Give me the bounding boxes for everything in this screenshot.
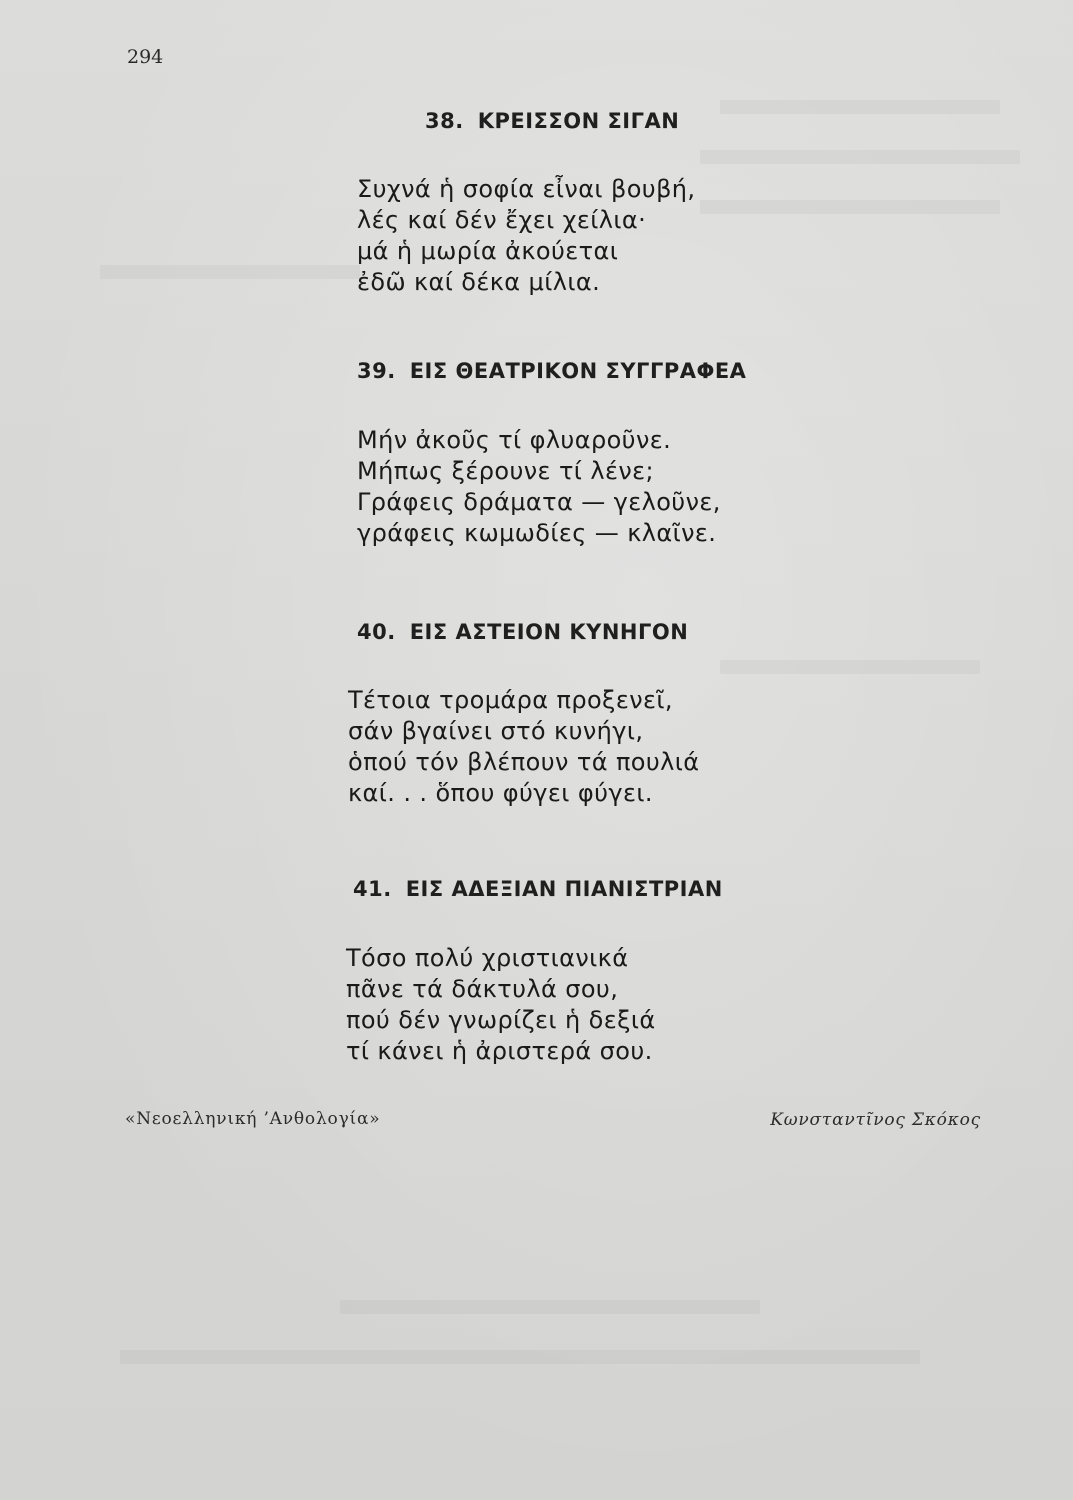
poem-heading — [425, 109, 679, 133]
poem-line: καί. . . ὅπου φύγει φύγει. — [348, 779, 653, 807]
poem-line: ἐδῶ καί δέκα μίλια. — [357, 268, 601, 296]
poem-number: 40. — [357, 620, 396, 644]
poem-line: Συχνά ἡ σοφία εἶναι βουβή, — [357, 175, 696, 203]
poem-line: Γράφεις δράματα — γελοῦνε, — [357, 488, 721, 516]
poem-line: μά ἡ μωρία ἀκούεται — [357, 237, 619, 265]
poem-stanza — [348, 685, 700, 809]
show-through-mark — [700, 200, 1000, 214]
show-through-mark — [340, 1300, 760, 1314]
poem-line: πᾶνε τά δάκτυλά σου, — [346, 975, 619, 1003]
poem-heading — [357, 359, 746, 383]
show-through-mark — [720, 100, 1000, 114]
author-name: Κωνσταντῖνος Σκόκος — [770, 1110, 981, 1130]
poem-number: 41. — [353, 877, 392, 901]
poem-line: τί κάνει ἡ ἀριστερά σου. — [346, 1037, 653, 1065]
show-through-mark — [100, 265, 360, 279]
show-through-mark — [120, 1350, 920, 1364]
poem-heading — [357, 620, 688, 644]
poem-line: Μήν ἀκοῦς τί φλυαροῦνε. — [357, 426, 672, 454]
poem-line: γράφεις κωμωδίες — κλαῖνε. — [357, 519, 717, 547]
show-through-mark — [720, 660, 980, 674]
anthology-source: «Νεοελληνική ’Ανθολογία» — [125, 1109, 381, 1129]
poem-stanza — [357, 174, 695, 298]
poem-line: σάν βγαίνει στό κυνήγι, — [348, 717, 644, 745]
poem-title: ΕΙΣ ΑΣΤΕΙΟΝ ΚΥΝΗΓΟΝ — [409, 620, 689, 644]
poem-title: ΚΡΕΙΣΣΟΝ ΣΙΓΑΝ — [477, 109, 680, 133]
show-through-mark — [700, 150, 1020, 164]
poem-stanza — [346, 943, 656, 1067]
poem-number: 38. — [425, 109, 464, 133]
poem-line: λές καί δέν ἔχει χείλια· — [357, 206, 647, 234]
poem-title: ΕΙΣ ΘΕΑΤΡΙΚΟΝ ΣΥΓΓΡΑΦΕΑ — [409, 359, 747, 383]
poem-stanza — [357, 425, 721, 549]
page-number: 294 — [127, 46, 164, 68]
poem-line: ὁπού τόν βλέπουν τά πουλιά — [348, 748, 700, 776]
poem-line: Μήπως ξέρουνε τί λένε; — [357, 457, 654, 485]
poem-heading — [353, 877, 723, 901]
poem-number: 39. — [357, 359, 396, 383]
poem-title: ΕΙΣ ΑΔΕΞΙΑΝ ΠΙΑΝΙΣΤΡΙΑΝ — [405, 877, 723, 901]
poem-line: πού δέν γνωρίζει ἡ δεξιά — [346, 1006, 656, 1034]
poem-line: Τόσο πολύ χριστιανικά — [346, 944, 629, 972]
poem-line: Τέτοια τρομάρα προξενεῖ, — [348, 686, 673, 714]
